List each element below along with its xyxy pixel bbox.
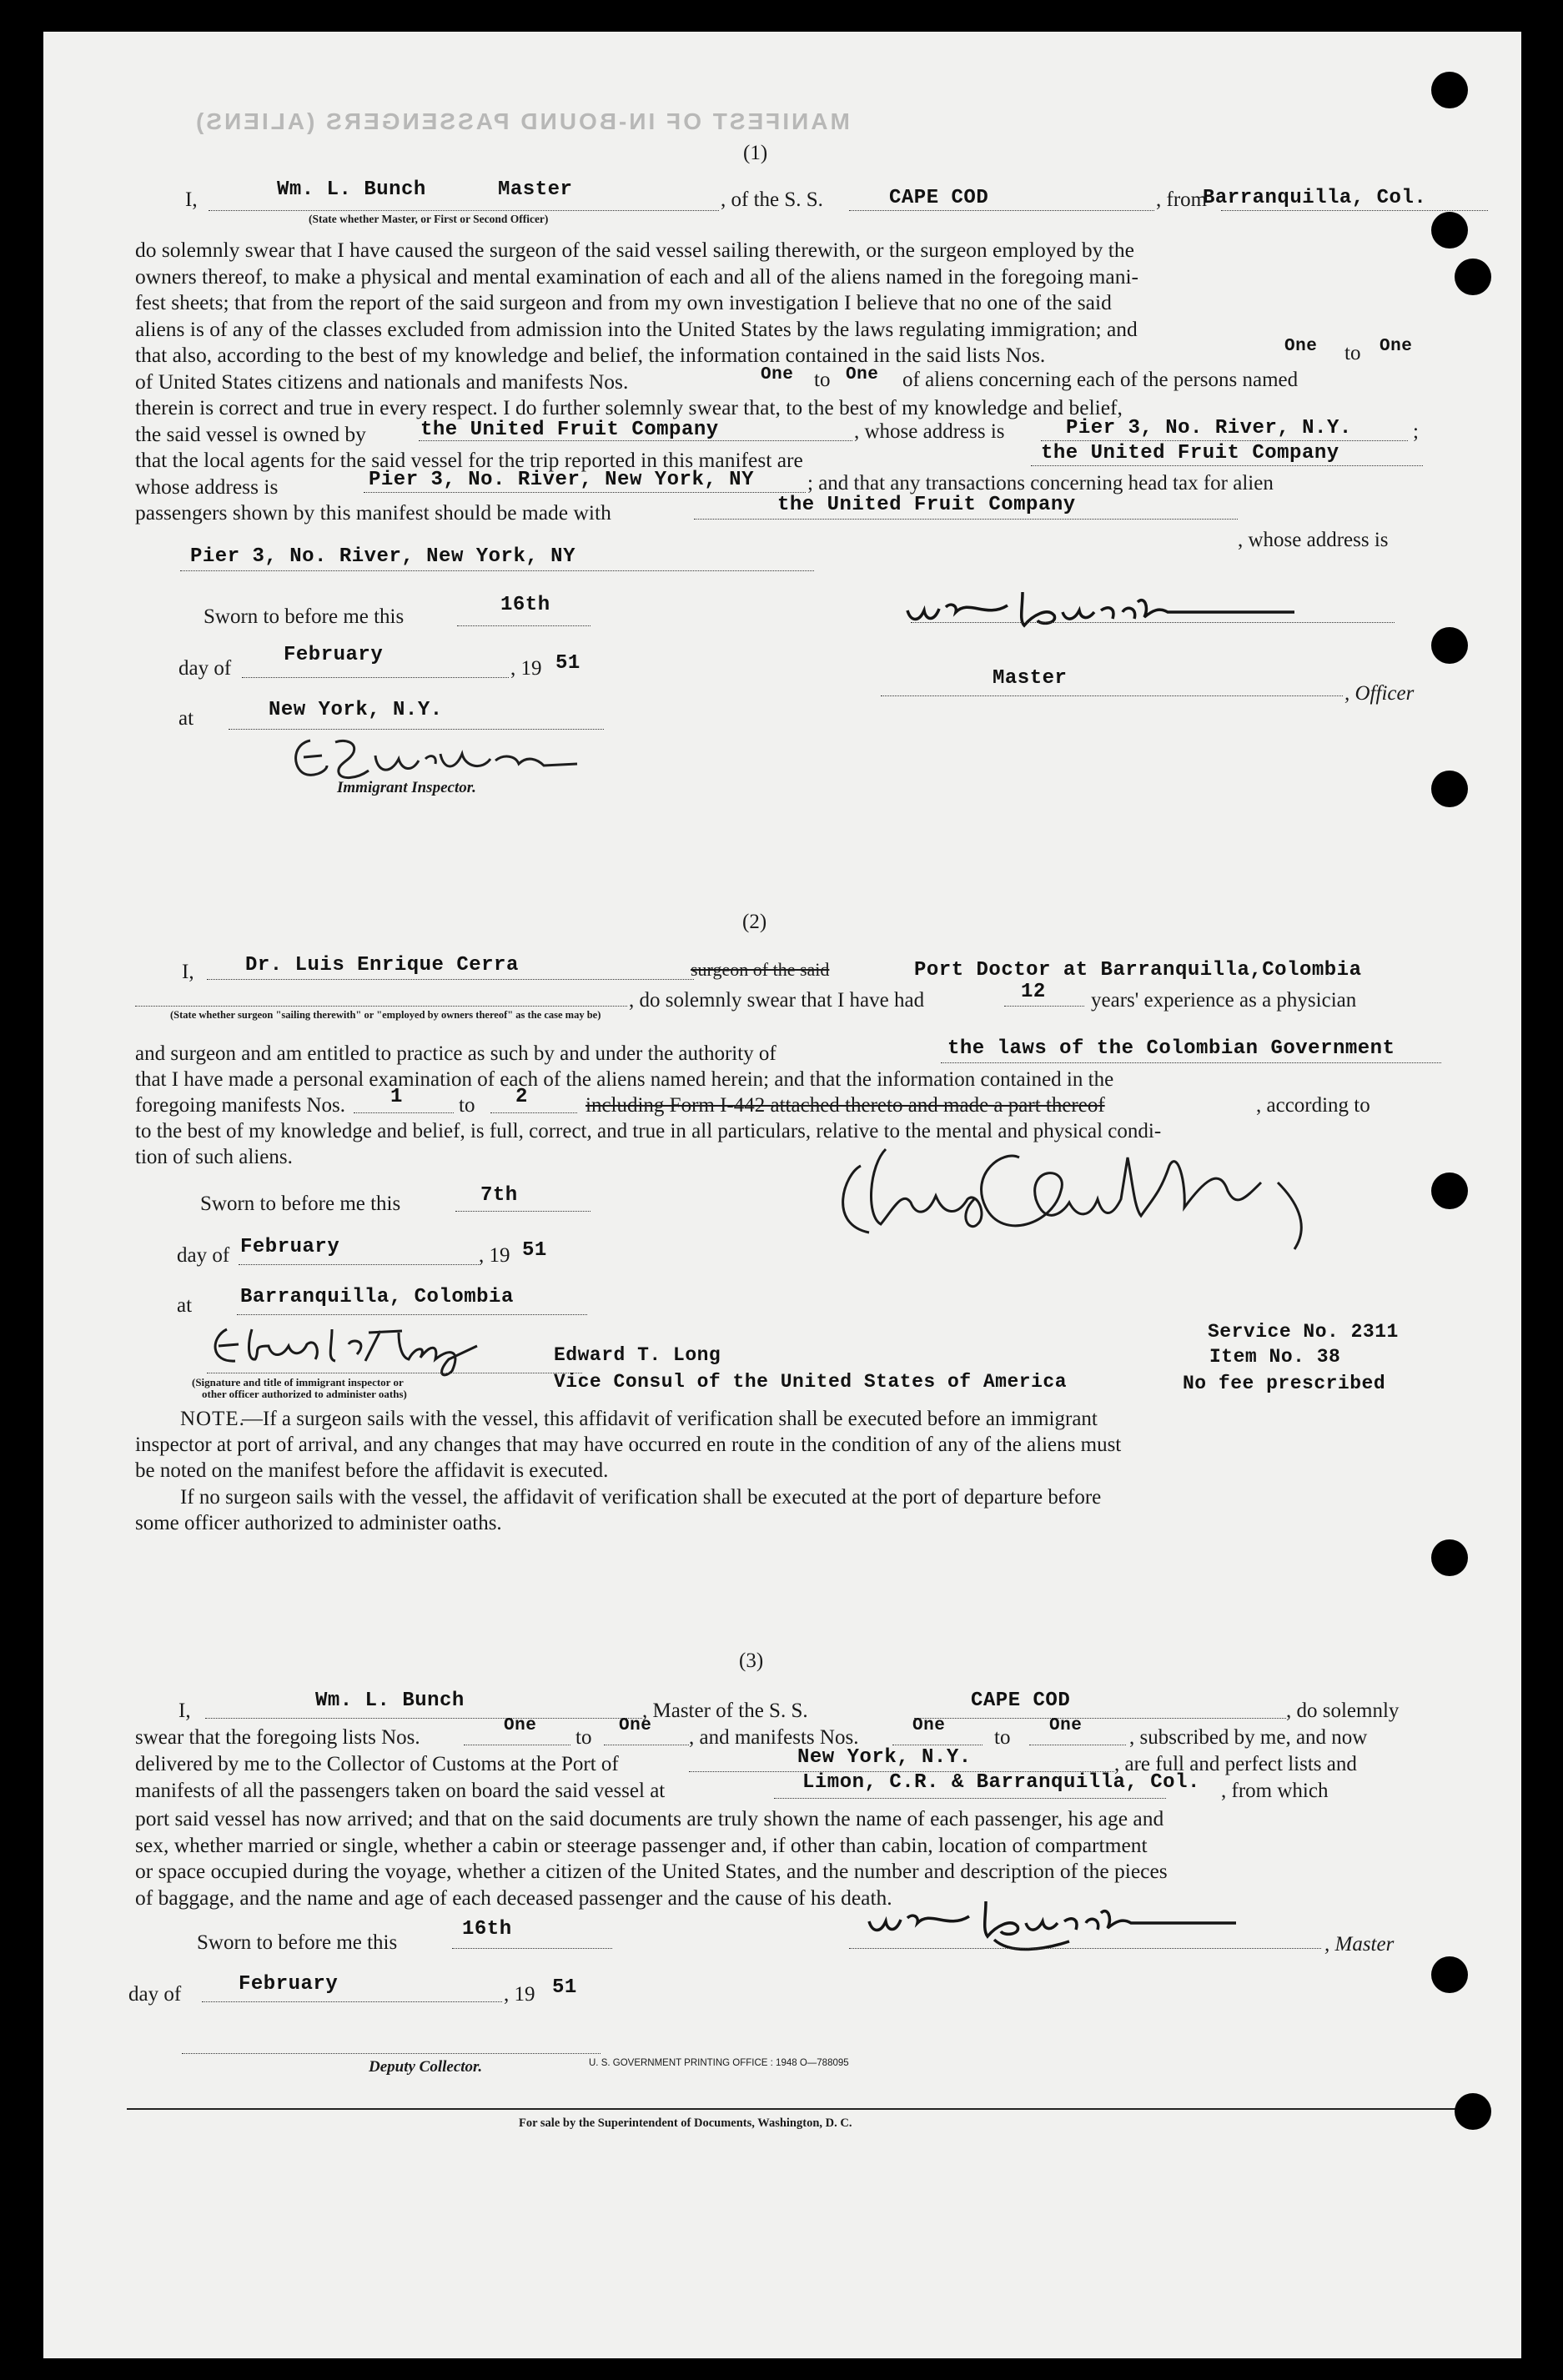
s2-role-text: Port Doctor at Barranquilla,Colombia — [914, 959, 1362, 982]
s2-note-line: some officer authorized to administer oaths. — [135, 1512, 502, 1534]
s1-agents-rule — [1031, 465, 1423, 466]
s1-body-line: of United States citizens and nationals and manifests Nos. — [135, 369, 629, 394]
section-3-number: (3) — [739, 1649, 764, 1672]
s2-note-line: inspector at port of arrival, and any changes that may have occurred en route in the condition of any of the aliens must — [135, 1434, 1122, 1456]
s3-and-manifests: , and manifests Nos. — [689, 1726, 859, 1749]
s1-body-line: owners thereof, to make a physical and mental examination of each and all of the aliens named in the foregoing mani- — [135, 264, 1139, 289]
s2-role-rule — [135, 1006, 627, 1007]
s1-agents: the United Fruit Company — [1041, 442, 1339, 464]
s2-to-label: to — [459, 1094, 475, 1117]
s1-ship-rule — [849, 210, 1154, 211]
s3-master-name: Wm. L. Bunch — [315, 1690, 465, 1712]
s1-month-rule — [242, 677, 509, 678]
s1-from-label: , from — [1156, 188, 1208, 211]
s3-lists-from: One — [504, 1716, 537, 1735]
s1-master-sig-rule — [911, 622, 1395, 623]
s2-belief-line: to the best of my knowledge and belief, is full, correct, and true in all particulars, relative to the mental and physical condi- — [135, 1120, 1162, 1142]
s1-owner-address: Pier 3, No. River, N.Y. — [1066, 417, 1352, 439]
master-signature-3 — [844, 1888, 1311, 1955]
doctor-signature — [811, 1116, 1445, 1266]
s2-sig-note-2: other officer authorized to administer oaths) — [202, 1388, 407, 1400]
printing-office: U. S. GOVERNMENT PRINTING OFFICE : 1948 O—788095 — [589, 2058, 849, 2068]
s3-manifests-text: manifests of all the passengers taken on board the said vessel at — [135, 1780, 666, 1802]
s3-manifests-to: One — [1049, 1716, 1083, 1735]
s1-at-label: at — [178, 707, 194, 730]
s3-sworn-label: Sworn to before me this — [197, 1931, 398, 1954]
s1-master-name: Wm. L. Bunch — [277, 178, 426, 201]
s2-according-text: , according to — [1256, 1094, 1370, 1117]
punch-hole — [1431, 771, 1468, 807]
s2-years-text: years' experience as a physician — [1091, 989, 1357, 1012]
s2-struck-text: surgeon of the said — [691, 959, 830, 980]
s3-from-which: , from which — [1221, 1780, 1329, 1802]
punch-hole — [1431, 1172, 1468, 1209]
s1-head-tax-whose: , whose address is — [1238, 529, 1389, 551]
s3-body-line: or space occupied during the voyage, whether a citizen of the United States, and the number and description of the pieces — [135, 1859, 1168, 1883]
s1-sworn-label: Sworn to before me this — [204, 605, 405, 628]
s3-subscribed-text: , subscribed by me, and now — [1129, 1726, 1368, 1749]
s1-master-role: Master — [498, 178, 573, 201]
s1-officer-label: , Officer — [1344, 682, 1415, 705]
s3-body-line: sex, whether married or single, whether a cabin or steerage passenger and, if other than cabin, location of compartment — [135, 1832, 1148, 1857]
s3-ship-rule — [914, 1718, 1286, 1719]
punch-hole — [1455, 2093, 1491, 2130]
s1-ship: CAPE COD — [889, 187, 989, 209]
s2-sworn-day: 7th — [480, 1184, 518, 1207]
s1-place-rule — [229, 729, 604, 730]
s1-of-aliens: of aliens concerning each of the persons named — [902, 369, 1299, 391]
s1-from-port: Barranquilla, Col. — [1203, 187, 1427, 209]
s3-year-prefix: , 19 — [504, 1983, 535, 2006]
master-signature-1 — [844, 582, 1344, 640]
s1-officer-title: Master — [993, 667, 1068, 690]
s1-owner-whose: , whose address is — [854, 420, 1005, 443]
s2-service-no: Service No. 2311 — [1208, 1321, 1399, 1343]
s3-master-rule — [205, 1718, 642, 1719]
s2-note-line: be noted on the manifest before the affidavit is executed. — [135, 1459, 609, 1482]
punch-hole — [1431, 72, 1468, 108]
s3-ports-taken-rule — [774, 1798, 1166, 1799]
s3-day-of-label: day of — [128, 1983, 182, 2006]
s1-body-line: fest sheets; that from the report of the said surgeon and from my own investigation I believe that no one of the said — [135, 290, 1112, 314]
s3-full-lists-text: , are full and perfect lists and — [1114, 1753, 1357, 1775]
punch-hole — [1431, 1956, 1468, 1993]
s2-tion-line: tion of such aliens. — [135, 1146, 293, 1168]
s3-month: February — [239, 1973, 339, 1996]
s1-head-tax-party: the United Fruit Company — [777, 494, 1076, 516]
s2-year: 51 — [522, 1239, 547, 1262]
s2-fee: No fee prescribed — [1183, 1373, 1386, 1394]
s3-lists-to: One — [619, 1716, 652, 1735]
s3-master-of-text: , Master of the S. S. — [642, 1700, 808, 1722]
s1-place: New York, N.Y. — [269, 699, 443, 721]
s1-body-line: that the local agents for the said vessel for the trip reported in this manifest are — [135, 448, 803, 472]
s2-note-line: If no surgeon sails with the vessel, the affidavit of verification shall be executed at the port of departure before — [180, 1486, 1102, 1509]
punch-hole — [1431, 212, 1468, 249]
s3-manifests-from: One — [912, 1716, 946, 1735]
s2-sig-note-1: (Signature and title of immigrant inspector or — [192, 1376, 404, 1388]
s2-month-rule — [239, 1264, 480, 1265]
s1-body-line: that also, according to the best of my knowledge and belief, the information contained in the said lists Nos. — [135, 343, 1046, 367]
s2-sworn-label: Sworn to before me this — [200, 1193, 401, 1215]
s3-do-solemnly: , do solemnly — [1286, 1700, 1400, 1722]
s1-manifests-from: One — [761, 365, 794, 384]
s2-note-line: —If a surgeon sails with the vessel, this affidavit of verification shall be executed before an immigrant — [242, 1408, 1098, 1430]
s3-year: 51 — [552, 1976, 577, 1999]
s1-inspector-label: Immigrant Inspector. — [337, 779, 476, 796]
s2-authority-rule — [941, 1062, 1441, 1063]
s1-officer-rule — [881, 695, 1343, 696]
s3-to-label-2: to — [994, 1726, 1011, 1749]
footer-rule — [127, 2108, 1470, 2110]
s2-swear-text: , do solemnly swear that I have had — [629, 989, 925, 1012]
s2-role-note: (State whether surgeon "sailing therewith" or "employed by owners thereof" as the case may be) — [170, 1009, 601, 1021]
s1-semicolon: ; — [1413, 420, 1419, 443]
s1-role-note: (State whether Master, or First or Second Officer) — [309, 213, 549, 225]
s2-note-label: NOTE. — [180, 1408, 245, 1430]
s2-years-rule — [1004, 1006, 1084, 1007]
section-1-number: (1) — [743, 142, 768, 164]
manifest-page — [43, 32, 1521, 2358]
s1-body-line: therein is correct and true in every respect. I do further solemnly swear that, to the best of my knowledge and belief, — [135, 395, 1123, 419]
s2-exam-line: that I have made a personal examination of each of the aliens named herein; and that the information contained in the — [135, 1068, 1114, 1091]
s1-manifests-to: One — [846, 365, 879, 384]
punch-hole — [1431, 627, 1468, 664]
s1-sworn-day: 16th — [500, 594, 550, 616]
s1-agents-address: Pier 3, No. River, New York, NY — [369, 469, 754, 491]
s1-from-rule — [1221, 210, 1488, 211]
for-sale: For sale by the Superintendent of Documents, Washington, D. C. — [519, 2116, 852, 2130]
punch-hole — [1455, 259, 1491, 295]
s1-owner-address-rule — [1041, 440, 1408, 441]
consul-signature — [202, 1313, 585, 1379]
s1-year: 51 — [555, 652, 580, 675]
s2-manifests-from-rule — [354, 1112, 454, 1113]
s3-ship: CAPE COD — [971, 1690, 1071, 1712]
s2-sworn-rule — [455, 1211, 591, 1212]
s1-to-label-2: to — [814, 369, 831, 391]
s3-sworn-day: 16th — [462, 1918, 512, 1941]
s3-delivered-text: delivered by me to the Collector of Customs at the Port of — [135, 1753, 619, 1775]
s1-day-of-label: day of — [178, 657, 232, 680]
s2-at-label: at — [177, 1294, 193, 1317]
s2-surgeon-rule — [207, 979, 694, 980]
s2-manifests-text: foregoing manifests Nos. — [135, 1094, 346, 1117]
s1-of-the-ss: , of the S. S. — [721, 188, 823, 211]
s2-manifests-to-rule — [490, 1112, 577, 1113]
s3-i-label: I, — [178, 1700, 191, 1722]
s2-manifests-from: 1 — [390, 1086, 403, 1108]
s3-collector-rule — [182, 2053, 601, 2054]
s2-consul-title: Vice Consul of the United States of America — [554, 1371, 1067, 1393]
s1-owner: the United Fruit Company — [420, 419, 719, 441]
s2-i-label: I, — [182, 961, 194, 983]
s1-head-tax-address: Pier 3, No. River, New York, NY — [190, 545, 575, 568]
s2-year-prefix: , 19 — [479, 1244, 510, 1267]
s1-lists-to: One — [1380, 337, 1413, 356]
s1-owner-rule — [419, 440, 852, 441]
s3-master-sig-rule — [849, 1948, 1321, 1949]
s3-body-line: port said vessel has now arrived; and that on the said documents are truly shown the name of each passenger, his age and — [135, 1806, 1164, 1830]
s3-collector-label: Deputy Collector. — [369, 2058, 483, 2076]
s2-struck-form: including Form I-442 attached thereto and made a part thereof — [585, 1094, 1105, 1117]
s2-manifests-to: 2 — [515, 1086, 528, 1108]
s1-year-prefix: , 19 — [510, 657, 542, 680]
s2-surgeon-name: Dr. Luis Enrique Cerra — [245, 954, 519, 977]
bleedthrough-title: MANIFEST OF IN-BOUND PASSENGERS (ALIENS) — [193, 108, 850, 134]
s1-lists-from: One — [1284, 337, 1318, 356]
s1-head-tax-address-rule — [180, 570, 814, 571]
section-2-number: (2) — [742, 911, 767, 933]
s1-body-line: passengers shown by this manifest should be made with — [135, 500, 611, 525]
s2-authority-text: and surgeon and am entitled to practice as such by and under the authority of — [135, 1042, 776, 1065]
s3-month-rule — [202, 2001, 502, 2002]
s3-port: New York, N.Y. — [797, 1746, 972, 1769]
s2-consul-name: Edward T. Long — [554, 1344, 721, 1366]
s2-authority: the laws of the Colombian Government — [947, 1037, 1395, 1060]
s1-agents-address-rule — [364, 492, 806, 493]
s1-body-line: aliens is of any of the classes excluded from admission into the United States by the laws regulating immigration; and — [135, 316, 1138, 341]
s1-to-label-1: to — [1344, 342, 1361, 364]
punch-hole — [1431, 1539, 1468, 1576]
s3-swear-text: swear that the foregoing lists Nos. — [135, 1726, 420, 1749]
s1-head-tax-rule — [694, 519, 1238, 520]
s3-body-line: of baggage, and the name and age of each deceased passenger and the cause of his death. — [135, 1885, 892, 1910]
s1-body-line: do solemnly swear that I have caused the surgeon of the said vessel sailing therewith, or the surgeon employed by the — [135, 238, 1134, 262]
s3-ports-taken: Limon, C.R. & Barranquilla, Col. — [802, 1771, 1200, 1794]
s2-years: 12 — [1021, 981, 1046, 1003]
s1-i-label: I, — [185, 188, 198, 211]
s1-body-line: whose address is — [135, 474, 279, 499]
s3-master-label: , Master — [1324, 1933, 1395, 1956]
s1-master-rule — [209, 210, 719, 211]
s3-to-label-1: to — [575, 1726, 592, 1749]
s2-place: Barranquilla, Colombia — [240, 1286, 514, 1308]
s3-sworn-rule — [452, 1948, 612, 1949]
s1-head-tax-text: ; and that any transactions concerning head tax for alien — [807, 472, 1274, 495]
s1-sworn-rule — [457, 625, 591, 626]
s1-body-line: the said vessel is owned by — [135, 421, 366, 446]
s2-item-no: Item No. 38 — [1209, 1346, 1341, 1368]
s1-month: February — [284, 644, 384, 666]
s2-month: February — [240, 1236, 340, 1258]
s2-day-of-label: day of — [177, 1244, 230, 1267]
